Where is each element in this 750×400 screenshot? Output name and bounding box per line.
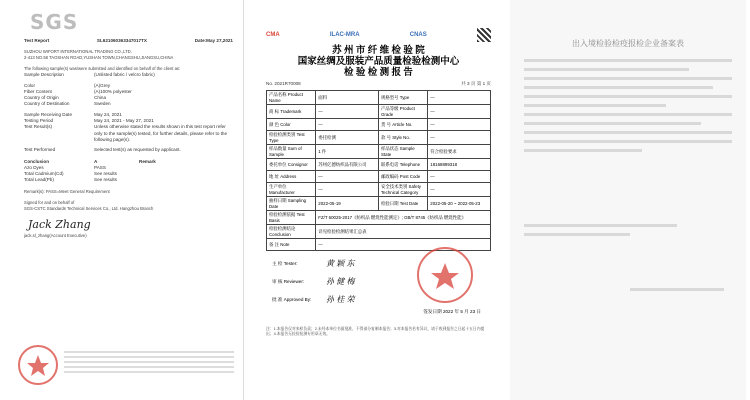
result-label: Azo Dyes <box>24 164 44 170</box>
sample-field-row <box>24 72 233 78</box>
intro-text: The following sample(s) was/were submitted and identified on behalf of the client as: <box>24 66 181 72</box>
table-row <box>267 225 491 239</box>
results-head-conclusion: Conclusion <box>24 158 50 164</box>
sample-field-row <box>24 147 233 153</box>
field-label: Fiber Content <box>24 88 52 94</box>
client-address: 2-413 NO.58 TAOSHAN ROAD,YUSHAN TOWN,CHANGSHU,JIANGSU,CHINA <box>24 55 174 61</box>
table-label: 规格型号 Type <box>378 91 427 105</box>
report-date: Date:May 27,2021 <box>194 38 233 43</box>
table-label: 产品等级 Product Grade <box>378 105 427 119</box>
results-head-a: A <box>94 158 98 164</box>
client-company: SUZHOU WIFORT INTERNATIONAL TRADING CO.,LTD. <box>24 49 132 55</box>
report-title: 检 验 检 测 报 告 <box>344 68 413 78</box>
table-row <box>267 197 491 211</box>
tester-signature: 黄 颖 东 <box>326 259 355 269</box>
signed-text: Signed for and on behalf of <box>24 199 75 205</box>
logo-bar <box>266 28 491 42</box>
field-value: Unless otherwise stated the results shown in this test report refer only to the sample(s) tested, for further details, please refer to the following page(s). <box>94 124 228 142</box>
ilac-logo: ILAC-MRA <box>329 32 360 38</box>
center-title: 国家丝绸及服装产品质量检验检测中心 <box>297 57 460 67</box>
blurred-form-body <box>510 59 746 291</box>
table-label: 颜 色 Color <box>267 119 316 131</box>
table-row <box>267 131 491 145</box>
sample-field-row <box>24 124 233 143</box>
remark-text: Remark(s): PASS=Meet General Requirement <box>24 188 110 194</box>
table-value: — <box>316 183 379 197</box>
red-seal-stamp <box>18 345 58 385</box>
table-value: — <box>428 131 491 145</box>
table-label: 检验检测依据 Test Basis <box>267 211 316 225</box>
table-value: 苏州亿德纺织品有限公司 <box>316 159 379 171</box>
table-row <box>267 91 491 105</box>
field-value: May 24, 2021 <box>94 111 122 117</box>
table-label: 商 标 Trademark <box>267 105 316 119</box>
reviewer-signature: 孙 健 梅 <box>326 277 355 287</box>
table-value: 1 件 <box>316 145 379 159</box>
sgs-logo: SGS <box>30 10 79 34</box>
field-value: May 24, 2021 - May 27, 2021 <box>94 118 154 124</box>
result-value: See results <box>94 177 117 183</box>
table-value: 符合检验要求 <box>428 145 491 159</box>
cnas-logo: CNAS <box>409 32 427 38</box>
signer-org: SGS-CSTC Standards Technical Services Co., Ltd. Hangzhou Branch <box>24 205 154 211</box>
qr-code-icon <box>477 28 491 42</box>
filing-form-page <box>510 0 746 400</box>
tester-label: 主 检 Tester: <box>272 261 298 267</box>
table-value: — <box>428 183 491 197</box>
table-label: 款 号 Style No. <box>378 131 427 145</box>
table-label: 样品状态 Sample State <box>378 145 427 159</box>
table-value: 详见检验检测结果汇总表 <box>316 225 491 239</box>
table-row <box>267 171 491 183</box>
field-value: Sweden <box>94 101 111 107</box>
field-value: (A)100% polyester <box>94 88 132 94</box>
field-label: Country of Origin <box>24 95 59 101</box>
table-label: 安全技术类别 Safety Technical Category <box>378 183 427 197</box>
reviewer-label: 审 核 Reviewer: <box>272 279 305 285</box>
report-table <box>266 90 491 251</box>
table-value: — <box>428 91 491 105</box>
sample-fields <box>24 72 233 153</box>
signature: Jack Zhang <box>28 217 91 231</box>
suzhou-report-page <box>254 0 499 400</box>
table-value: — <box>428 105 491 119</box>
table-value: 委托检测 <box>316 131 379 145</box>
field-value: China <box>94 95 107 101</box>
table-value: — <box>316 171 379 183</box>
table-label: 产品名称 Product Name <box>267 91 316 105</box>
table-label: 检验检测结论 Conclusion <box>267 225 316 239</box>
table-row <box>267 183 491 197</box>
table-label: 备 注 Note <box>267 239 316 251</box>
report-label: Test Report <box>24 38 50 43</box>
table-label: 检验检测类别 Test Type <box>267 131 316 145</box>
form-title: 出入境检验检疫报检企业备案表 <box>572 39 684 48</box>
table-value: — <box>428 119 491 131</box>
table-value: 2022-05-20 ~ 2022-05-23 <box>428 197 491 211</box>
field-label: Color <box>24 82 35 88</box>
results-table <box>24 165 233 184</box>
report-number: SL621060363347017TX <box>96 38 147 43</box>
signer-name: jack.sl_zhang(Account Executive) <box>24 232 87 238</box>
results-head-remark: Remark <box>139 158 156 164</box>
field-value: (A)Grey <box>94 82 111 88</box>
page-indicator: 共 3 页 第 1 页 <box>461 81 491 86</box>
field-value: Selected test(s) as requested by applicant. <box>94 147 181 153</box>
table-label: 检验日期 Test Date <box>378 197 427 211</box>
table-label: 联系电话 Telephone <box>378 159 427 171</box>
table-value: — <box>316 119 379 131</box>
table-label: 地 址 Address <box>267 171 316 183</box>
table-label: 委托单位 Consignor <box>267 159 316 171</box>
result-value: PASS <box>94 164 106 170</box>
red-seal-stamp <box>417 247 473 303</box>
field-label: Country of Destination <box>24 101 70 107</box>
suzhou-report-no: No. 2021R70008 <box>266 81 301 86</box>
table-label: 样品数量 Sum of Sample <box>267 145 316 159</box>
field-label: Sample Receiving Date <box>24 111 73 117</box>
table-label: 抽样日期 Sampling Date <box>267 197 316 211</box>
institute-title: 苏 州 市 纤 维 检 验 院 <box>332 46 425 56</box>
footnotes: 注：1.本报告仅对来样负责；2.未经本单位书面批准，不得部分复制本报告；3.对本报告若有异议，请于收到报告之日起十五日内提出；4.本报告无检验检测专用章无效。 <box>266 327 485 337</box>
result-label: Total Cadmium(Cd) <box>24 171 64 177</box>
cma-logo: CMA <box>266 32 280 38</box>
footer-text <box>64 348 234 376</box>
table-row <box>267 211 491 225</box>
approver-signature: 孙 桂 荣 <box>326 295 355 305</box>
result-row <box>24 177 233 183</box>
field-value: (Unlisted fabric / velcro fabric) <box>94 72 155 78</box>
field-label: Sample Description <box>24 72 64 78</box>
table-value: — <box>428 171 491 183</box>
sgs-report-page <box>4 0 244 400</box>
sample-field-row <box>24 101 233 107</box>
table-row <box>267 159 491 171</box>
table-row <box>267 119 491 131</box>
table-value: FZ/T 60025-2017《纺织品 燃烧性能测定》; GB/T 8745《纺织品 燃烧性能》 <box>316 211 491 225</box>
field-label: Test Result(s) <box>24 124 53 130</box>
field-label: Testing Period <box>24 118 54 124</box>
result-value: See results <box>94 171 117 177</box>
issue-date: 签发日期 2022 年 5 月 23 日 <box>423 309 481 315</box>
table-value: — <box>316 105 379 119</box>
result-label: Total Lead(Pb) <box>24 177 54 183</box>
table-row <box>267 145 491 159</box>
table-label: 邮政编码 Post Code <box>378 171 427 183</box>
table-value: 面料 <box>316 91 379 105</box>
table-row <box>267 105 491 119</box>
table-value: 2022-05-19 <box>316 197 379 211</box>
table-value: — <box>316 239 491 251</box>
table-label: 生产单位 Manufacturer <box>267 183 316 197</box>
field-label: Test Performed <box>24 147 56 153</box>
table-value: 18168899318 <box>428 159 491 171</box>
approver-label: 批 准 Approved By: <box>272 297 312 303</box>
sign-block <box>266 255 491 325</box>
table-label: 货 号 Article No. <box>378 119 427 131</box>
